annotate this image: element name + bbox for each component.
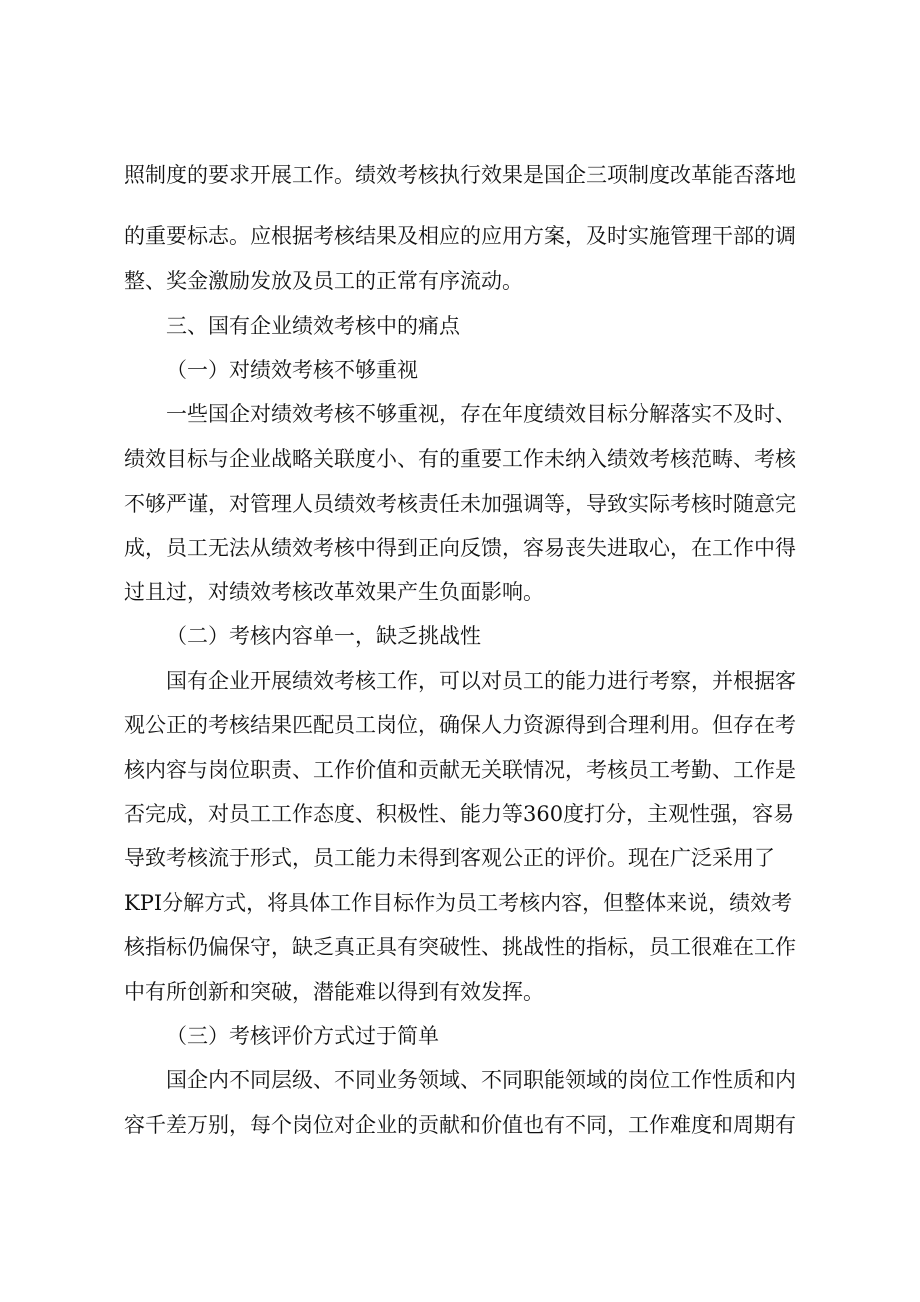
subsection-heading: （一）对绩效考核不够重视 [166,358,418,382]
body-text-line: 否完成，对员工工作态度、积极性、能力等360度打分，主观性强，容易 [124,802,795,826]
body-text-line: 导致考核流于形式，员工能力未得到客观公正的评价。现在广泛采用了 [124,846,775,870]
subsection-heading: （三）考核评价方式过于简单 [166,1024,439,1048]
body-text-line: 整、奖金激励发放及员工的正常有序流动。 [124,269,523,293]
body-text-line: 过且过，对绩效考核改革效果产生负面影响。 [124,580,544,604]
body-text-line: 的重要标志。应根据考核结果及相应的应用方案，及时实施管理干部的调 [124,224,796,248]
body-text-line: 一些国企对绩效考核不够重视，存在年度绩效目标分解落实不及时、 [166,402,796,426]
body-text-line: 照制度的要求开展工作。绩效考核执行效果是国企三项制度改革能否落地 [124,163,796,187]
body-text-line: 成，员工无法从绩效考核中得到正向反馈，容易丧失进取心，在工作中得 [124,536,796,560]
section-heading: 三、国有企业绩效考核中的痛点 [166,314,460,338]
body-text-line: 中有所创新和突破，潜能难以得到有效发挥。 [124,980,544,1004]
subsection-heading: （二）考核内容单一，缺乏挑战性 [166,624,481,648]
body-text-line: 不够严谨，对管理人员绩效考核责任未加强调等，导致实际考核时随意完 [124,492,796,516]
body-text-line: 国企内不同层级、不同业务领域、不同职能领域的岗位工作性质和内 [166,1068,796,1092]
body-text-line: KPI分解方式，将具体工作目标作为员工考核内容，但整体来说，绩效考 [124,891,793,915]
body-text-line: 绩效目标与企业战略关联度小、有的重要工作未纳入绩效考核范畴、考核 [124,447,796,471]
body-text-line: 国有企业开展绩效考核工作，可以对员工的能力进行考察，并根据客 [166,669,796,693]
body-text-line: 容千差万别，每个岗位对企业的贡献和价值也有不同，工作难度和周期有 [124,1113,796,1137]
body-text-line: 核指标仍偏保守，缺乏真正具有突破性、挑战性的指标，员工很难在工作 [124,935,796,959]
body-text-line: 观公正的考核结果匹配员工岗位，确保人力资源得到合理利用。但存在考 [124,713,796,737]
body-text-line: 核内容与岗位职责、工作价值和贡献无关联情况，考核员工考勤、工作是 [124,758,796,782]
